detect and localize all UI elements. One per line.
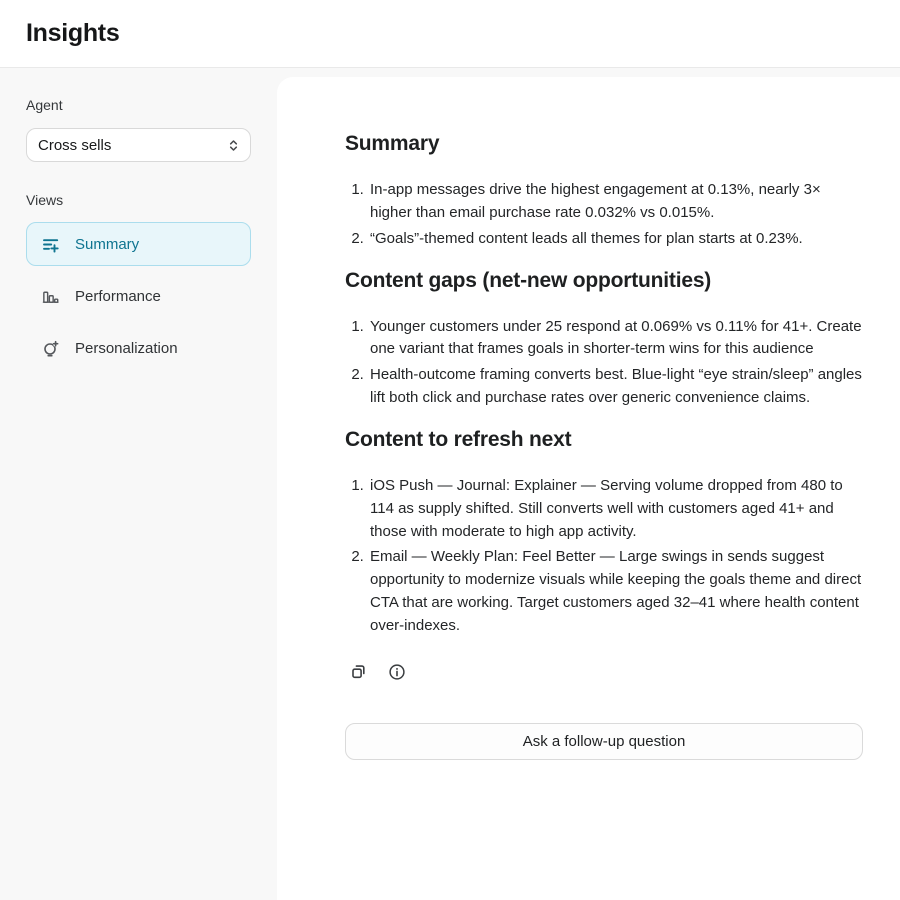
views-label: Views bbox=[26, 192, 64, 208]
views-nav bbox=[26, 222, 251, 370]
summary-list bbox=[345, 179, 863, 250]
page-title: Insights bbox=[26, 19, 120, 47]
list-item: 1. Younger customers under 25 respond at 0.069% vs 0.11% for 41+. Create one variant that frames goals in shorter-term wins for this audience bbox=[368, 316, 863, 362]
content-card bbox=[277, 77, 900, 900]
sidebar bbox=[0, 68, 277, 900]
main-area bbox=[277, 68, 900, 900]
summary-list-add-icon bbox=[41, 235, 60, 254]
agent-select-value: Cross sells bbox=[38, 136, 112, 154]
sidebar-item-label: Performance bbox=[75, 287, 161, 305]
app-body bbox=[0, 68, 900, 900]
agent-select[interactable] bbox=[26, 128, 251, 162]
list-item: 2. Email — Weekly Plan: Feel Better — Large swings in sends suggest opportunity to modernize visuals while keeping the goals theme and direct CTA that are working. Target customers aged 32–41 where health content over-indexes. bbox=[368, 546, 863, 637]
list-item: 1. In-app messages drive the highest engagement at 0.13%, nearly 3× higher than email purchase rate 0.032% vs 0.015%. bbox=[368, 179, 863, 225]
section-summary bbox=[345, 132, 863, 251]
unfold-chevron-icon bbox=[226, 138, 241, 153]
sidebar-item-label: Personalization bbox=[75, 339, 178, 357]
section-heading: Summary bbox=[345, 132, 440, 155]
section-heading: Content to refresh next bbox=[345, 427, 572, 451]
section-content-refresh bbox=[345, 428, 863, 638]
section-heading: Content gaps (net-new opportunities) bbox=[345, 268, 712, 292]
sidebar-item-personalization[interactable] bbox=[26, 326, 251, 370]
section-content-gaps bbox=[345, 269, 863, 410]
response-actions bbox=[345, 659, 863, 685]
info-icon bbox=[388, 663, 406, 681]
list-item: 2. “Goals”-themed content leads all themes for plan starts at 0.23%. bbox=[368, 228, 863, 251]
list-item: 2. Health-outcome framing converts best. Blue-light “eye strain/sleep” angles lift both click and purchase rates over generic convenience claims. bbox=[368, 364, 863, 410]
agent-label: Agent bbox=[26, 97, 63, 113]
bar-chart-icon bbox=[41, 287, 60, 306]
info-button[interactable] bbox=[384, 659, 410, 685]
sidebar-item-performance[interactable] bbox=[26, 274, 251, 318]
ask-followup-button[interactable]: Ask a follow-up question bbox=[345, 723, 863, 760]
sidebar-item-summary[interactable] bbox=[26, 222, 251, 266]
copy-button[interactable] bbox=[345, 659, 371, 685]
app-header bbox=[0, 0, 900, 68]
lightbulb-add-icon bbox=[41, 339, 60, 358]
list-item: 1. iOS Push — Journal: Explainer — Serving volume dropped from 480 to 114 as supply shifted. Still converts well with customers aged 41+ and those with moderate to high app activity. bbox=[368, 475, 863, 543]
sidebar-item-label: Summary bbox=[75, 235, 140, 253]
copy-icon bbox=[350, 663, 367, 680]
content-refresh-list bbox=[345, 475, 863, 638]
content-gaps-list bbox=[345, 316, 863, 410]
